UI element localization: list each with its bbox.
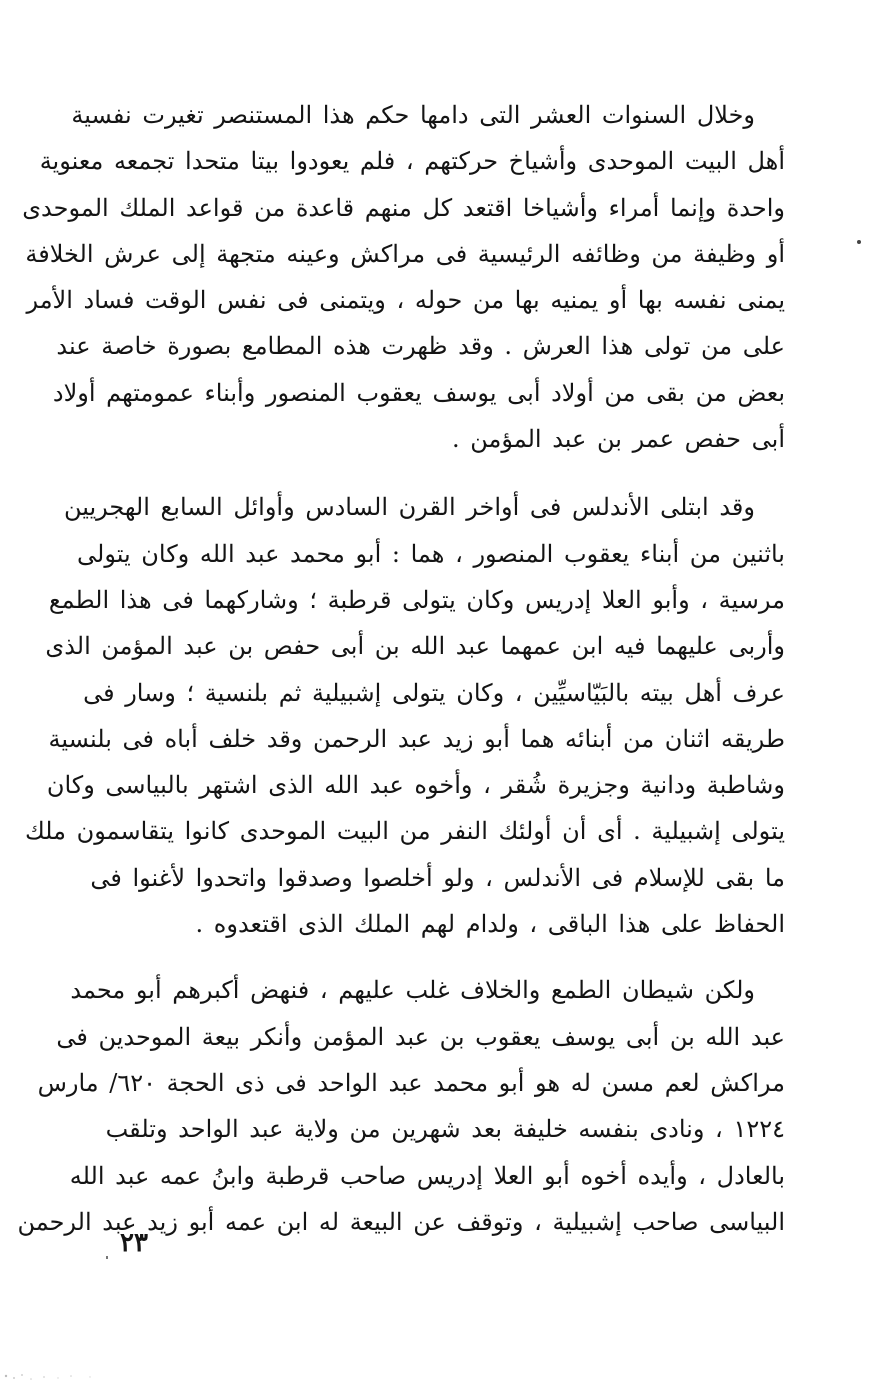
text-line: يمنى نفسه بها أو يمنيه بها من حوله ، ويتمنى فى نفس الوقت فساد الأمر	[26, 286, 785, 315]
paragraph-3	[17, 967, 785, 1245]
text-line: ١٢٢٤ ، ونادى بنفسه خليفة بعد شهرين من ولاية عبد الواحد وتلقب	[105, 1115, 785, 1144]
text-line: يتولى إشبيلية . أى أن أولئك النفر من البيت الموحدى كانوا يتقاسمون ملك	[24, 817, 785, 846]
text-line: وأربى عليهما فيه ابن عمهما عبد الله بن أبى حفص بن عبد المؤمن الذى	[45, 632, 785, 661]
paragraph-1	[22, 92, 785, 462]
text-line: باثنين من أبناء يعقوب المنصور ، هما : أبو محمد عبد الله وكان يتولى	[77, 539, 785, 568]
page-number: ٢٣	[120, 1228, 148, 1258]
text-line: على من تولى هذا العرش . وقد ظهرت هذه المطامع بصورة خاصة عند	[56, 332, 785, 361]
paragraph-2	[24, 484, 785, 947]
margin-tick-mark	[106, 1256, 108, 1259]
text-line: ولكن شيطان الطمع والخلاف غلب عليهم ، فنهض أكبرهم أبو محمد	[70, 976, 755, 1005]
text-line: واحدة وإنما أمراء وأشياخا اقتعد كل منهم قاعدة من قواعد الملك الموحدى	[22, 193, 785, 222]
text-line: أهل البيت الموحدى وأشياخ حركتهم ، فلم يعودوا بيتا متحدا تجمعه معنوية	[39, 147, 785, 176]
text-line: أو وظيفة من وظائفه الرئيسية فى مراكش وعينه متجهة إلى عرش الخلافة	[25, 239, 785, 268]
text-line: عرف أهل بيته بالبَيّاسيِّين ، وكان يتولى إشبيلية ثم بلنسية ؛ وسار فى	[83, 678, 785, 707]
text-line: بعض من بقى من أولاد أبى يوسف يعقوب المنصور وأبناء عمومتهم أولاد	[52, 378, 785, 407]
text-line: البياسى صاحب إشبيلية ، وتوقف عن البيعة له ابن عمه أبو زيد عبد الرحمن	[17, 1207, 785, 1236]
text-line: وخلال السنوات العشر التى دامها حكم هذا المستنصر تغيرت نفسية	[71, 101, 755, 129]
text-line: ما بقى للإسلام فى الأندلس ، ولو أخلصوا وصدقوا واتحدوا لأغنوا فى	[90, 863, 785, 892]
text-line: بالعادل ، وأيده أخوه أبو العلا إدريس صاحب قرطبة وابنُ عمه عبد الله	[69, 1161, 785, 1190]
text-line: طريقه اثنان من أبنائه هما أبو زيد عبد الرحمن وقد خلف أباه فى بلنسية	[48, 724, 785, 753]
text-line: وشاطبة ودانية وجزيرة شُقر ، وأخوه عبد الله الذى اشتهر بالبياسى وكان	[46, 771, 785, 800]
text-line: الحفاظ على هذا الباقى ، ولدام لهم الملك الذى اقتعدوه .	[195, 910, 785, 939]
text-line: مرسية ، وأبو العلا إدريس وكان يتولى قرطبة ؛ وشاركهما فى هذا الطمع	[48, 585, 785, 614]
text-line: عبد الله بن أبى يوسف يعقوب بن عبد المؤمن وأنكر بيعة الموحدين فى	[56, 1022, 785, 1051]
text-line: أبى حفص عمر بن عبد المؤمن .	[451, 425, 785, 454]
margin-ink-dot	[857, 240, 861, 244]
text-line: مراكش لعم مسن له هو أبو محمد عبد الواحد فى ذى الحجة ٦٢٠/ مارس	[37, 1068, 785, 1097]
scan-noise	[0, 1370, 110, 1384]
text-line: وقد ابتلى الأندلس فى أواخر القرن السادس وأوائل السابع الهجريين	[63, 493, 755, 522]
body-text	[17, 92, 785, 1245]
